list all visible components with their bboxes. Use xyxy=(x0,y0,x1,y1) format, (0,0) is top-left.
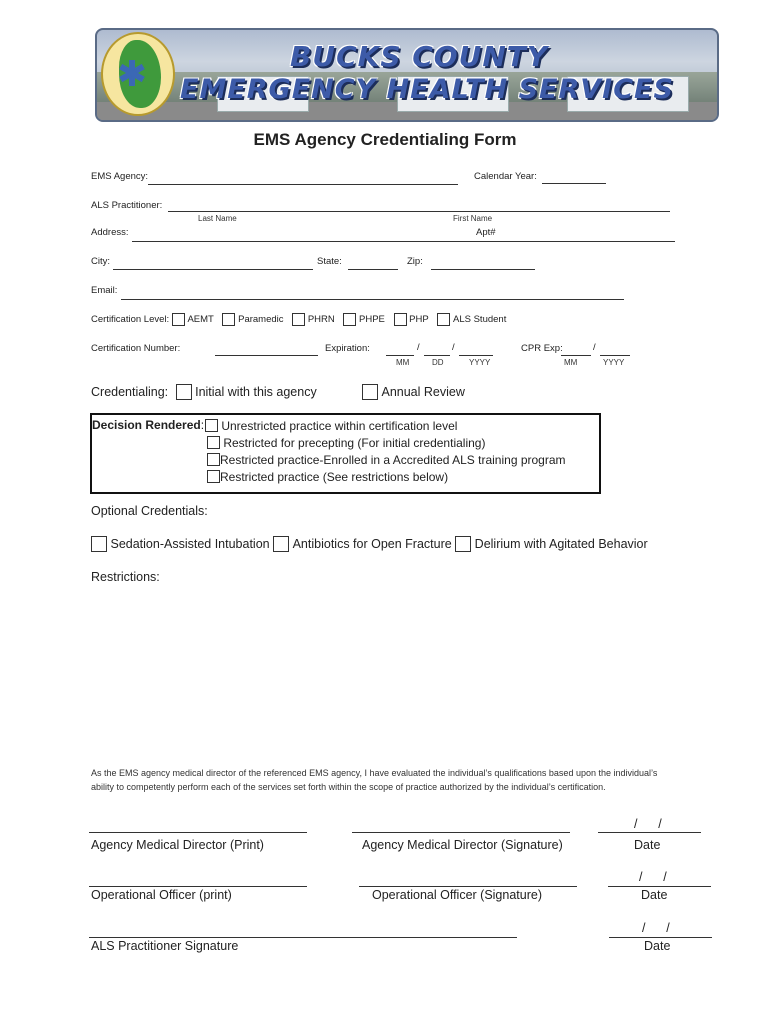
attestation-text: As the EMS agency medical director of the referenced EMS agency, I have evaluated the individual’s qualifications based upon the individual’s ability to competently perform each of the services set forth within the scope of practice authorized by the individual’s certification. xyxy=(91,768,658,792)
oo-date-label: Date xyxy=(641,888,668,902)
decision-option-row xyxy=(205,418,457,433)
oo-print-line[interactable] xyxy=(89,886,307,887)
paramedic-label: Paramedic xyxy=(238,314,284,325)
als-practitioner-label: ALS Practitioner: xyxy=(91,200,163,211)
form-title: EMS Agency Credentialing Form xyxy=(253,130,517,149)
cpr-yyyy-field[interactable] xyxy=(600,355,630,356)
county-seal-logo xyxy=(101,32,175,116)
star-of-life-icon xyxy=(117,58,147,88)
phrn-checkbox[interactable] xyxy=(292,313,305,326)
ems-agency-label: EMS Agency: xyxy=(91,171,149,182)
oo-print-label: Operational Officer (print) xyxy=(91,888,232,902)
aemt-label: AEMT xyxy=(187,314,214,325)
calendar-year-field[interactable] xyxy=(542,183,606,184)
restrictions-area[interactable] xyxy=(91,590,671,750)
zip-field[interactable] xyxy=(431,269,535,270)
annual-review-row xyxy=(362,384,465,400)
ems-agency-field[interactable] xyxy=(148,184,458,185)
city-field[interactable] xyxy=(113,269,313,270)
amd-print-label: Agency Medical Director (Print) xyxy=(91,838,264,852)
cpr-yyyy-caption: YYYY xyxy=(603,358,625,367)
cpr-mm-caption: MM xyxy=(564,358,578,367)
restricted-enrolled-checkbox[interactable] xyxy=(207,453,220,466)
antibiotics-checkbox[interactable] xyxy=(273,536,289,552)
date-slashes: / / xyxy=(634,817,662,831)
calendar-year-label: Calendar Year: xyxy=(474,171,537,182)
city-label: City: xyxy=(91,256,110,267)
amd-signature-label: Agency Medical Director (Signature) xyxy=(362,838,563,852)
cpr-exp-label: CPR Exp: xyxy=(521,343,563,354)
certification-number-label: Certification Number: xyxy=(91,343,181,354)
restricted-see-below-label: Restricted practice (See restrictions below) xyxy=(220,469,449,484)
mm-caption: MM xyxy=(396,358,410,367)
php-checkbox[interactable] xyxy=(394,313,407,326)
als-student-checkbox[interactable] xyxy=(437,313,450,326)
expiration-slash: / xyxy=(452,342,455,353)
decision-rendered-heading xyxy=(92,418,204,432)
decision-rendered-colon: : xyxy=(200,418,205,432)
oo-signature-line[interactable] xyxy=(359,886,577,887)
certification-level-label: Certification Level: xyxy=(91,314,170,325)
sedation-intubation-label: Sedation-Assisted Intubation xyxy=(110,537,270,551)
optional-credentials-row xyxy=(91,536,648,552)
restricted-precepting-label: Restricted for precepting (For initial credentialing) xyxy=(223,435,486,450)
amd-date-label: Date xyxy=(634,838,661,852)
annual-review-checkbox[interactable] xyxy=(362,384,378,400)
sedation-intubation-checkbox[interactable] xyxy=(91,536,107,552)
antibiotics-label: Antibiotics for Open Fracture xyxy=(292,537,452,551)
als-signature-label: ALS Practitioner Signature xyxy=(91,939,239,953)
decision-option-row xyxy=(207,469,448,484)
phrn-label: PHRN xyxy=(307,314,335,325)
expiration-label: Expiration: xyxy=(325,343,370,354)
delirium-checkbox[interactable] xyxy=(455,536,471,552)
annual-review-label: Annual Review xyxy=(381,385,465,399)
phpe-label: PHPE xyxy=(359,314,385,325)
cpr-mm-field[interactable] xyxy=(561,355,591,356)
first-name-caption: First Name xyxy=(453,214,493,223)
amd-print-line[interactable] xyxy=(89,832,307,833)
last-name-caption: Last Name xyxy=(198,214,237,223)
address-label: Address: xyxy=(91,227,129,238)
aemt-checkbox[interactable] xyxy=(172,313,185,326)
email-field[interactable] xyxy=(121,299,624,300)
zip-label: Zip: xyxy=(407,256,423,267)
restricted-enrolled-label: Restricted practice-Enrolled in a Accredited ALS training program xyxy=(220,452,566,467)
php-label: PHP xyxy=(409,314,429,325)
restricted-precepting-checkbox[interactable] xyxy=(207,436,220,449)
expiration-slash: / xyxy=(417,342,420,353)
delirium-label: Delirium with Agitated Behavior xyxy=(474,537,648,551)
expiration-dd-field[interactable] xyxy=(424,355,450,356)
unrestricted-label: Unrestricted practice within certification level xyxy=(221,418,458,433)
amd-signature-line[interactable] xyxy=(352,832,570,833)
date-slashes: / / xyxy=(642,921,670,935)
date-slashes: / / xyxy=(639,870,667,884)
oo-signature-label: Operational Officer (Signature) xyxy=(372,888,542,902)
initial-agency-label: Initial with this agency xyxy=(195,385,317,399)
decision-option-row xyxy=(207,435,485,450)
als-date-line[interactable] xyxy=(609,937,712,938)
als-practitioner-field[interactable] xyxy=(168,211,670,212)
certification-number-field[interactable] xyxy=(215,355,318,356)
dd-caption: DD xyxy=(432,358,444,367)
decision-rendered-label: Decision Rendered xyxy=(92,418,201,432)
decision-option-row xyxy=(207,452,566,467)
certification-level-row xyxy=(91,313,506,326)
amd-date-line[interactable] xyxy=(598,832,701,833)
email-label: Email: xyxy=(91,285,118,296)
credentialing-row xyxy=(91,384,317,400)
yyyy-caption: YYYY xyxy=(469,358,491,367)
oo-date-line[interactable] xyxy=(608,886,711,887)
restrictions-label: Restrictions: xyxy=(91,570,160,584)
state-label: State: xyxy=(317,256,342,267)
apt-label: Apt# xyxy=(476,227,496,238)
address-field[interactable] xyxy=(132,241,675,242)
paramedic-checkbox[interactable] xyxy=(222,313,235,326)
restricted-see-below-checkbox[interactable] xyxy=(207,470,220,483)
als-date-label: Date xyxy=(644,939,671,953)
expiration-yyyy-field[interactable] xyxy=(459,355,493,356)
header-title-line2: EMERGENCY HEALTH SERVICES xyxy=(180,74,674,105)
phpe-checkbox[interactable] xyxy=(343,313,356,326)
als-signature-line[interactable] xyxy=(89,937,517,938)
header-title-line1: BUCKS COUNTY xyxy=(290,40,549,73)
state-field[interactable] xyxy=(348,269,398,270)
cpr-slash: / xyxy=(593,342,596,353)
als-student-label: ALS Student xyxy=(453,314,507,325)
optional-credentials-label: Optional Credentials: xyxy=(91,504,208,518)
credentialing-label: Credentialing: xyxy=(91,385,169,399)
unrestricted-checkbox[interactable] xyxy=(205,419,218,432)
initial-agency-checkbox[interactable] xyxy=(176,384,192,400)
expiration-mm-field[interactable] xyxy=(386,355,414,356)
